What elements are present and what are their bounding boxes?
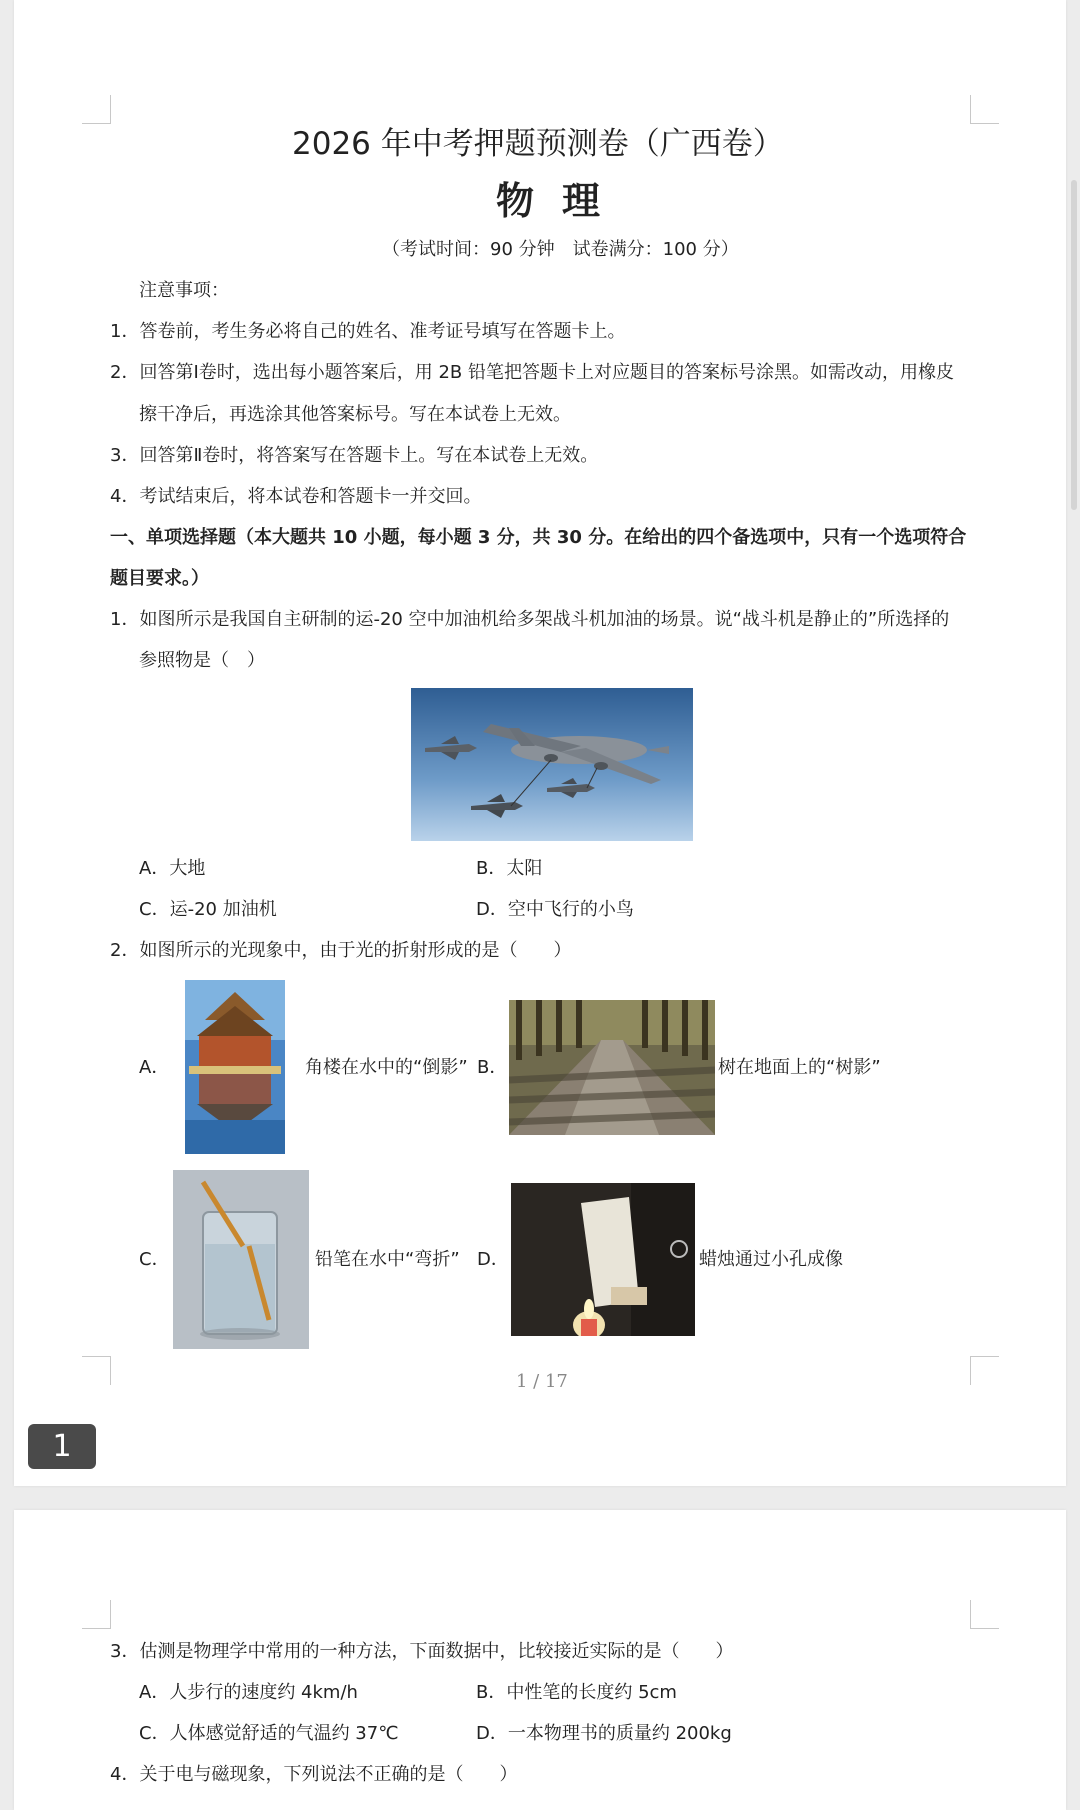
subject-title: 物理 bbox=[496, 179, 629, 223]
crop-mark bbox=[970, 1356, 999, 1385]
exam-info: （考试时间：90 分钟 试卷满分：100 分） bbox=[382, 239, 739, 260]
notice-item: 2．回答第Ⅰ卷时，选出每小题答案后，用 2B 铅笔把答题卡上对应题目的答案标号涂黑。如需改动，用橡皮 bbox=[110, 362, 955, 383]
crop-mark bbox=[82, 1600, 111, 1629]
question-3-stem: 3．估测是物理学中常用的一种方法，下面数据中，比较接近实际的是（ ） bbox=[110, 1641, 734, 1662]
question-2-caption-a: 角楼在水中的“倒影” bbox=[305, 1057, 468, 1078]
notice-title: 注意事项： bbox=[139, 280, 229, 301]
question-1-option-a: A．大地 bbox=[139, 858, 206, 879]
pencil-in-water-image bbox=[173, 1170, 309, 1349]
corner-tower-reflection-image bbox=[185, 980, 285, 1154]
notice-item: 3．回答第Ⅱ卷时，将答案写在答题卡上。写在本试卷上无效。 bbox=[110, 445, 599, 466]
question-3-option-d: D．一本物理书的质量约 200kg bbox=[476, 1723, 732, 1744]
vertical-scrollbar[interactable] bbox=[1071, 180, 1077, 510]
question-3-option-a: A．人步行的速度约 4km/h bbox=[139, 1682, 358, 1703]
question-2-caption-b: 树在地面上的“树影” bbox=[718, 1057, 881, 1078]
question-1-option-b: B．太阳 bbox=[476, 858, 543, 879]
question-2-stem: 2．如图所示的光现象中，由于光的折射形成的是（ ） bbox=[110, 940, 572, 961]
document-page-2 bbox=[14, 1510, 1066, 1810]
question-2-letter-c: C． bbox=[139, 1249, 170, 1270]
crop-mark bbox=[82, 1356, 111, 1385]
notice-item: 1．答卷前，考生务必将自己的姓名、准考证号填写在答题卡上。 bbox=[110, 321, 626, 342]
question-1-stem: 参照物是（ ） bbox=[139, 650, 265, 671]
question-2-caption-c: 铅笔在水中“弯折” bbox=[315, 1249, 460, 1270]
question-4-stem: 4．关于电与磁现象，下列说法不正确的是（ ） bbox=[110, 1764, 518, 1785]
question-2-letter-a: A． bbox=[139, 1057, 170, 1078]
question-1-option-c: C．运-20 加油机 bbox=[139, 899, 277, 920]
exam-title: 2026 年中考押题预测卷（广西卷） bbox=[292, 126, 784, 162]
page-badge: 1 bbox=[28, 1424, 96, 1469]
page-number: 1 / 17 bbox=[516, 1371, 568, 1392]
section-heading: 一、单项选择题（本大题共 10 小题，每小题 3 分，共 30 分。在给出的四个备选项中，只有一个选项符合 bbox=[110, 527, 967, 548]
question-2-letter-d: D． bbox=[477, 1249, 509, 1270]
question-3-option-c: C．人体感觉舒适的气温约 37℃ bbox=[139, 1723, 399, 1744]
question-1-stem: 1．如图所示是我国自主研制的运-20 空中加油机给多架战斗机加油的场景。说“战斗机是静止的”所选择的 bbox=[110, 609, 950, 630]
notice-item: 擦干净后，再选涂其他答案标号。写在本试卷上无效。 bbox=[139, 404, 571, 425]
candle-pinhole-image bbox=[511, 1183, 695, 1336]
question-3-option-b: B．中性笔的长度约 5cm bbox=[476, 1682, 677, 1703]
crop-mark bbox=[82, 95, 111, 124]
refueling-aircraft-image bbox=[411, 688, 693, 841]
document-page-1 bbox=[14, 0, 1066, 1486]
crop-mark bbox=[970, 1600, 999, 1629]
section-heading: 题目要求。） bbox=[110, 568, 209, 589]
tree-shadow-road-image bbox=[509, 1000, 715, 1135]
notice-item: 4．考试结束后，将本试卷和答题卡一并交回。 bbox=[110, 486, 482, 507]
question-1-option-d: D．空中飞行的小鸟 bbox=[476, 899, 634, 920]
crop-mark bbox=[970, 95, 999, 124]
question-2-letter-b: B． bbox=[477, 1057, 508, 1078]
question-2-caption-d: 蜡烛通过小孔成像 bbox=[699, 1249, 843, 1270]
